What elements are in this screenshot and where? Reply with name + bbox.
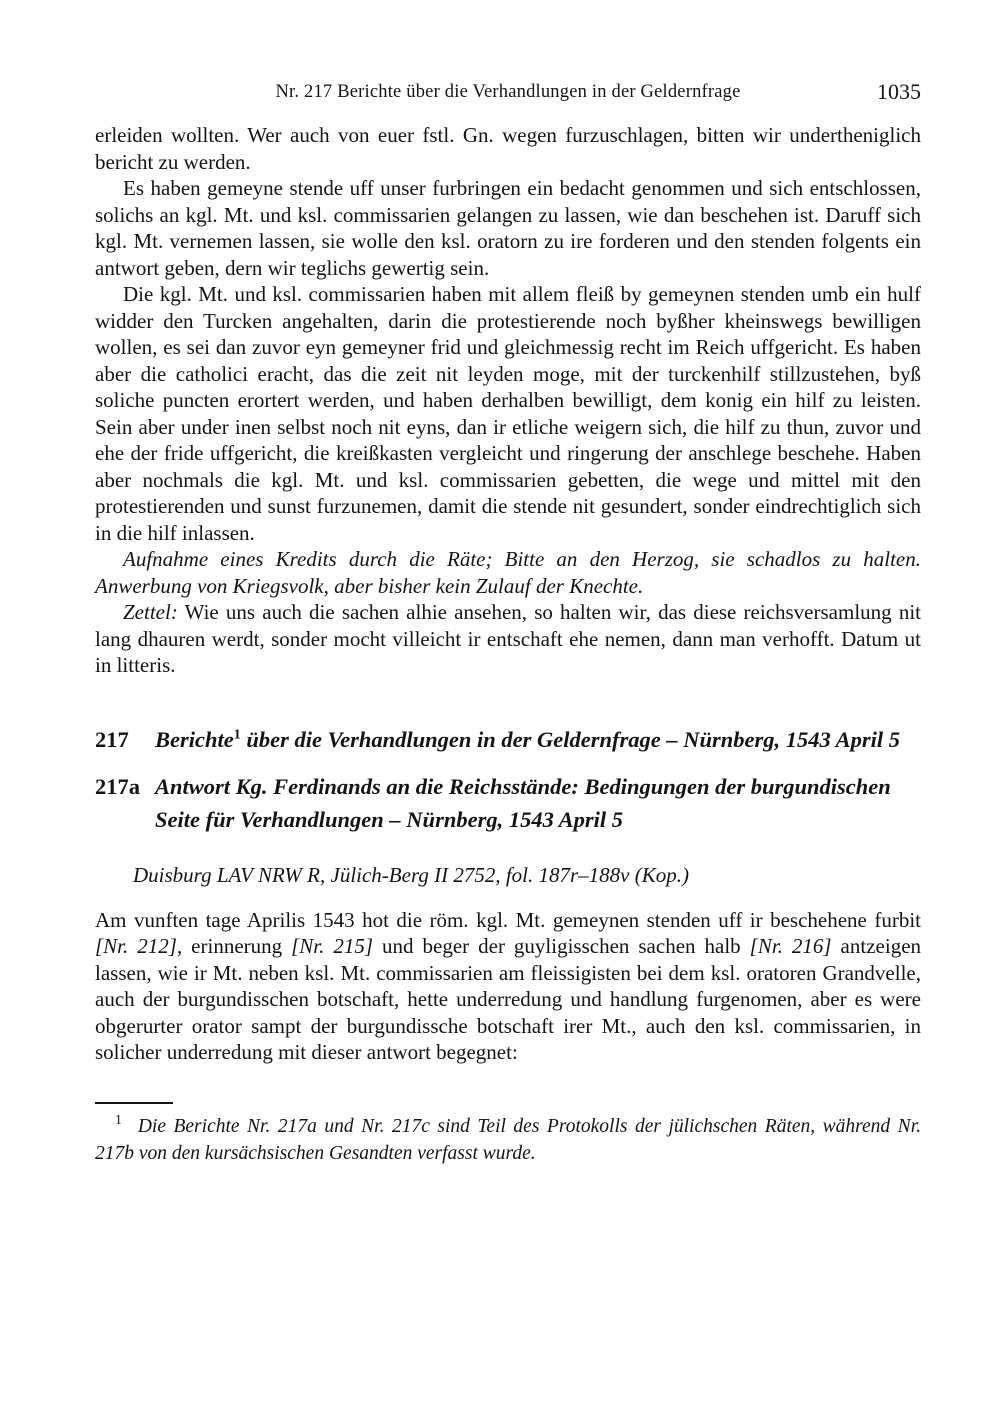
zettel-text: Wie uns auch die sachen alhie ansehen, so halten wir, das diese reichsversamlung nit lang dhauren werdt, sonder mocht villeicht ir entschaft ehe nemen, dann man verhofft. Datum ut in litteris. [95,600,921,677]
section-title [155,723,921,756]
footnote-marker: 1 [115,1112,122,1127]
section-title-text: Berichte [155,726,234,752]
cross-reference: [Nr. 215] [291,934,374,958]
footnote-separator-rule [95,1102,173,1104]
doc-text: und beger der guyligisschen sachen halb [373,934,750,958]
footnote [95,1113,921,1168]
document-paragraph [95,907,921,1066]
paragraph: Die kgl. Mt. und ksl. commissarien haben mit allem fleiß by gemeynen stenden umb ein hulf widder den Turcken angehalten, darin die protestierende noch byßher kheinswegs bewilligen wollen, es sei dan zuvor eyn gemeyner frid und gleichmessig recht im Reich uffgericht. Es haben aber die catholici eracht, das die zeit nit leyden moge, mit der turckenhilf stillzustehen, byß soliche puncten erortert werden, und haben derhalben bewilligt, dem konig ein hilf zu leisten. Sein aber under inen selbst noch nit eyns, dan ir etliche weigern sich, die hilf zu thun, zuvor und ehe der fride uffgericht, die kreißkasten vergleicht und ringerung der anschlege beschehe. Haben aber nochmals die kgl. Mt. und ksl. commissarien gebetten, die wege und mittel mit den protestierenden und sunst furzunemen, damit die stende nit gesundert, sonder eindrechtiglich sich in die hilf inlassen. [95,282,921,545]
cross-reference: [Nr. 212] [95,934,177,958]
archival-source-line: Duisburg LAV NRW R, Jülich-Berg II 2752, fol. 187r–188v (Kop.) [133,862,689,887]
section-heading-217a [95,770,921,836]
summary-paragraph: Aufnahme eines Kredits durch die Räte; Bitte an den Herzog, sie schadlos zu halten. Anwerbung von Kriegsvolk, aber bisher kein Zulauf der Knechte. [95,547,921,598]
main-text [95,122,921,679]
footnote-text: Die Berichte Nr. 217a und Nr. 217c sind Teil des Protokolls der jülichschen Räten, während Nr. 217b von den kursächsischen Gesandten verfasst wurde. [95,1115,921,1164]
running-head [95,79,921,110]
paragraph-continuation: erleiden wollten. Wer auch von euer fstl. Gn. wegen furzuschlagen, bitten wir undertheniglich bericht zu werden. [95,123,921,174]
text-block [95,79,922,1168]
doc-text: Am vunften tage Aprilis 1543 hot die röm. kgl. Mt. gemeynen stenden uff ir beschehene furbit [95,907,921,932]
footnote-reference: 1 [233,727,241,742]
running-header-title: Nr. 217 Berichte über die Verhandlungen in der Geldernfrage [275,82,741,102]
zettel-label: Zettel: [123,600,178,624]
doc-text: , erinnerung [176,934,292,958]
cross-reference: [Nr. 216] [749,934,832,958]
section-title-text: über die Verhandlungen in der Geldernfrage – Nürnberg, 1543 April 5 [240,726,900,752]
doc-text: antzeigen lassen, wie ir Mt. neben ksl. Mt. commissarien am fleissigisten bei dem ksl. oratoren Grandvelle, auch der burgundisschen botschaft, hette underredung und handlung furgenomen, aber es were obgerurter orator sampt der burgundissche botschaft irer Mt., auch den ksl. commissarien, in solicher underredung mit dieser antwort begegnet: [95,934,922,1064]
section-number: 217 [95,726,129,752]
section-title: Antwort Kg. Ferdinands an die Reichsstände: Bedingungen der burgundischen Seite für Verhandlungen – Nürnberg, 1543 April 5 [155,773,891,832]
zettel-paragraph [95,599,921,679]
section-heading-217 [95,723,921,756]
page-number: 1035 [877,79,921,104]
paragraph: Es haben gemeyne stende uff unser furbringen ein bedacht genommen und sich entschlossen, solichs an kgl. Mt. und ksl. commissarien gelangen zu lassen, wie dan beschehen ist. Daruff sich kgl. Mt. vernemen lassen, sie wolle den ksl. oratorn zu ire forderen und den stenden folgents ein antwort geben, dern wir teglichs gewertig sein. [95,176,921,280]
section-number: 217a [95,773,140,799]
footnote-block [95,1102,921,1168]
